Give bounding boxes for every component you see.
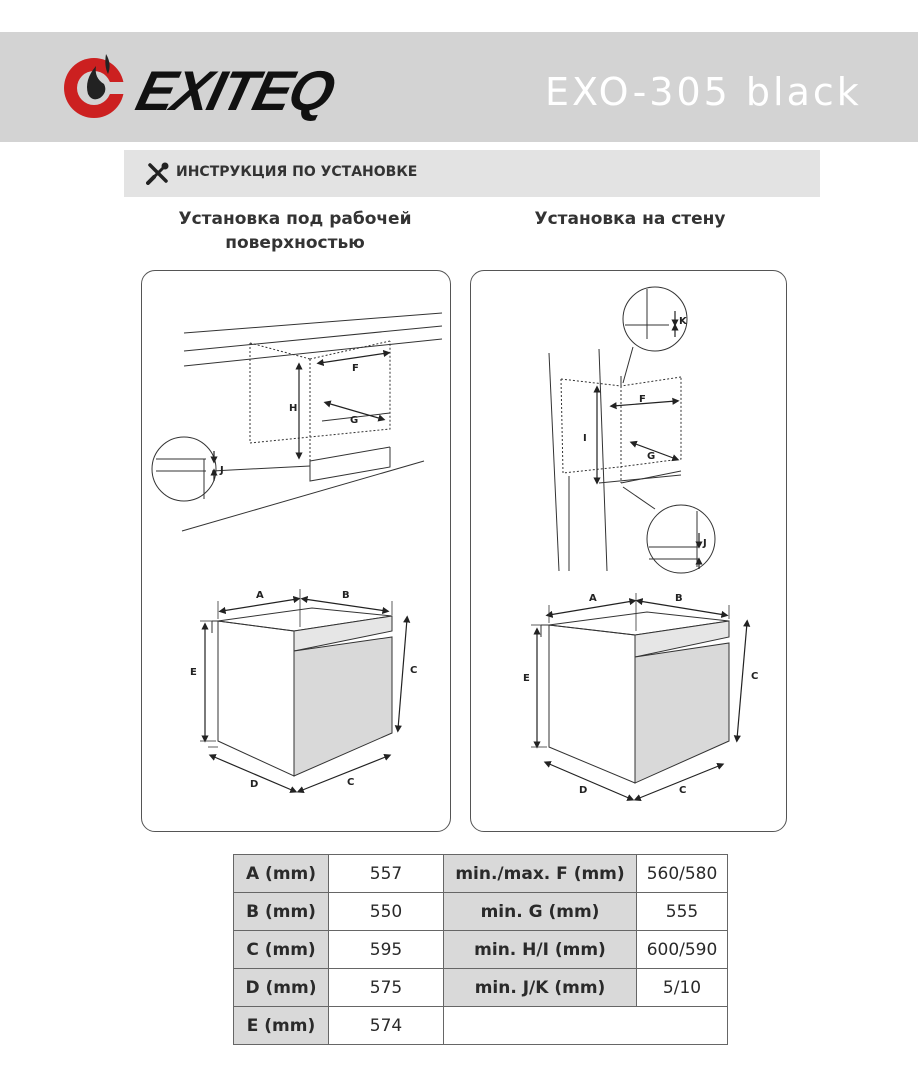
dim-label-b: B bbox=[342, 590, 350, 601]
requirement-value: 600/590 bbox=[637, 931, 728, 969]
dimension-value: 574 bbox=[329, 1007, 444, 1045]
wall-mount-diagram bbox=[471, 271, 786, 831]
table-row bbox=[234, 931, 728, 969]
dim-label-j: J bbox=[220, 465, 224, 476]
dim-label-h: H bbox=[289, 403, 298, 414]
dim-label-c-front: C bbox=[347, 777, 355, 788]
dim-label-e: E bbox=[523, 673, 530, 684]
table-row bbox=[234, 1007, 728, 1045]
dim-label-k: K bbox=[679, 316, 687, 327]
dim-label-a: A bbox=[589, 593, 597, 604]
brand-logo bbox=[58, 44, 398, 124]
dim-label-f: F bbox=[352, 363, 359, 374]
dim-label-a: A bbox=[256, 590, 264, 601]
dimension-value: 575 bbox=[329, 969, 444, 1007]
dim-label-c-side: C bbox=[410, 665, 418, 676]
tools-icon bbox=[146, 161, 170, 185]
under-counter-diagram-panel bbox=[141, 270, 451, 832]
dimensions-table bbox=[233, 854, 728, 1045]
dimension-value: 595 bbox=[329, 931, 444, 969]
dim-label-c-front: C bbox=[679, 785, 687, 796]
empty-cell bbox=[444, 1007, 728, 1045]
model-name: EXO-305 black bbox=[545, 70, 862, 114]
under-counter-title bbox=[175, 207, 415, 255]
requirement-value: 5/10 bbox=[637, 969, 728, 1007]
dimension-label: C (mm) bbox=[234, 931, 329, 969]
dim-label-g: G bbox=[647, 451, 656, 462]
section-title: ИНСТРУКЦИЯ ПО УСТАНОВКЕ bbox=[176, 164, 418, 180]
wall-mount-title: Установка на стену bbox=[534, 209, 726, 229]
brand-wordmark: EXITEQ bbox=[130, 60, 340, 123]
dim-label-e: E bbox=[190, 667, 197, 678]
dim-label-j: J bbox=[703, 538, 707, 549]
dimension-label: D (mm) bbox=[234, 969, 329, 1007]
requirement-label: min./max. F (mm) bbox=[444, 855, 637, 893]
requirement-label: min. J/K (mm) bbox=[444, 969, 637, 1007]
dimension-label: E (mm) bbox=[234, 1007, 329, 1045]
dimension-value: 557 bbox=[329, 855, 444, 893]
requirement-label: min. G (mm) bbox=[444, 893, 637, 931]
dim-label-g: G bbox=[350, 415, 359, 426]
table-row bbox=[234, 893, 728, 931]
dim-label-b: B bbox=[675, 593, 683, 604]
under-counter-title-line1: Установка под рабочей bbox=[178, 209, 412, 229]
requirement-label: min. H/I (mm) bbox=[444, 931, 637, 969]
table-row bbox=[234, 855, 728, 893]
dim-label-d: D bbox=[579, 785, 588, 796]
dimension-label: B (mm) bbox=[234, 893, 329, 931]
dim-label-i: I bbox=[583, 433, 587, 444]
requirement-value: 560/580 bbox=[637, 855, 728, 893]
dim-label-c-side: C bbox=[751, 671, 759, 682]
dimension-value: 550 bbox=[329, 893, 444, 931]
dimension-label: A (mm) bbox=[234, 855, 329, 893]
table-row bbox=[234, 969, 728, 1007]
under-counter-diagram bbox=[142, 271, 450, 831]
dim-label-f: F bbox=[639, 394, 646, 405]
requirement-value: 555 bbox=[637, 893, 728, 931]
under-counter-title-line2: поверхностью bbox=[225, 233, 365, 253]
wall-mount-diagram-panel bbox=[470, 270, 787, 832]
dim-label-d: D bbox=[250, 779, 259, 790]
